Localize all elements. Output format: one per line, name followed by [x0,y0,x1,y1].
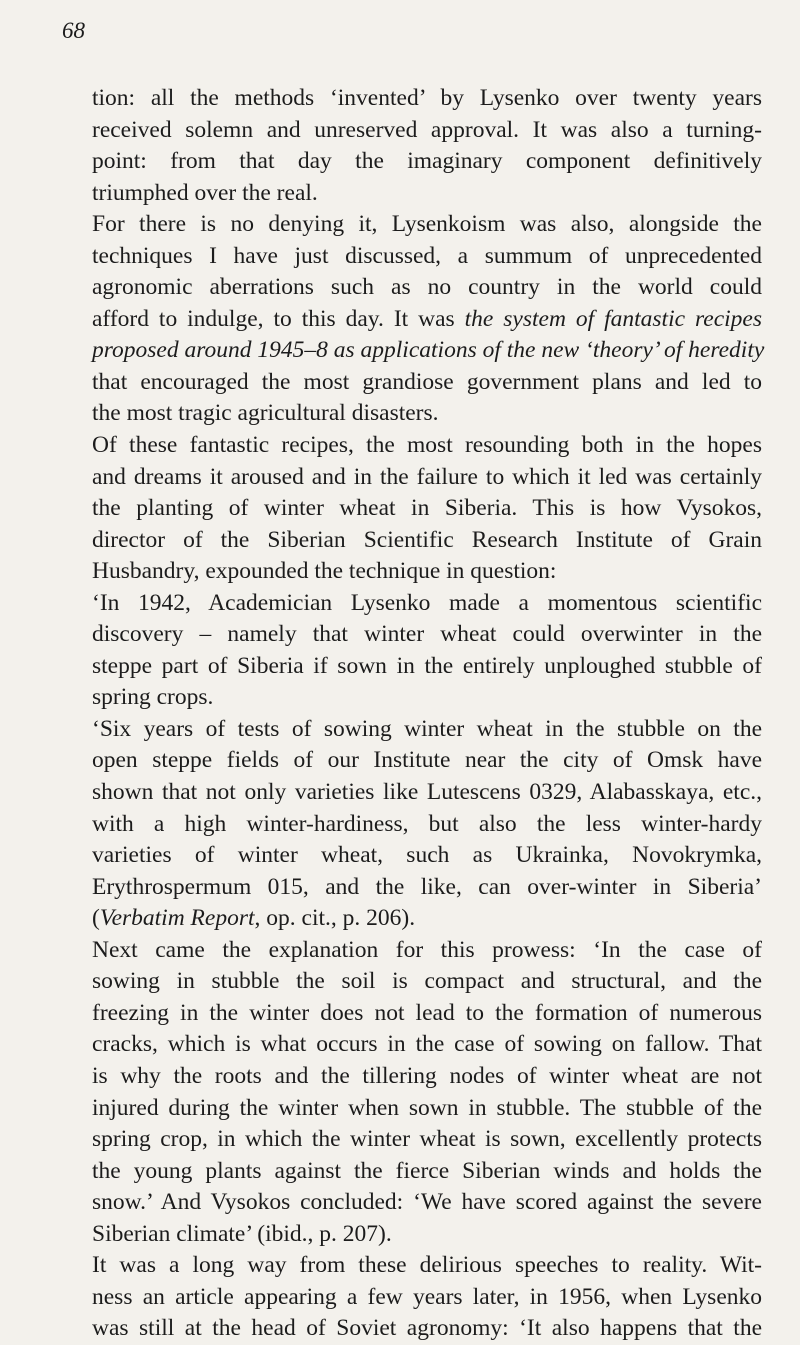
text-line: spring crops. [92,684,214,711]
page-number: 68 [62,18,85,43]
text-line: point: from that day the imaginary component definitively [92,148,762,175]
citation-title: Verbatim Report [99,905,255,932]
text-line: spring crop, in which the winter wheat is sown, excellently protects [92,1126,762,1153]
text-line: freezing in the winter does not lead to the formation of numerous [92,999,762,1026]
text-line: is why the roots and the tillering nodes of winter wheat are not [92,1062,762,1089]
text-line: techniques I have just discussed, a summum of unprecedented [92,242,762,269]
text-line: snow.’ And Vysokos concluded: ‘We have scored against the severe [92,1189,762,1216]
text-segment: afford to indulge, to this day. It was [92,305,465,332]
text-line: shown that not only varieties like Lutescens 0329, Alabasskaya, etc., [92,779,762,806]
text-line: ‘Six years of tests of sowing winter wheat in the stubble on the [92,715,762,742]
text-line: injured during the winter when sown in stubble. The stubble of the [92,1094,762,1121]
paragraph [92,714,762,935]
text-line: director of the Siberian Scientific Research Institute of Grain [92,526,762,553]
text-line: that encouraged the most grandiose government plans and led to [92,368,762,395]
body-text [92,83,765,1345]
text-line: cracks, which is what occurs in the case of sowing on fallow. That [92,1031,762,1058]
text-line: the young plants against the fierce Siberian winds and holds the [92,1157,762,1184]
citation-line [92,903,762,935]
citation-rest: , op. cit., p. 206). [254,905,416,932]
paragraph [92,935,762,1250]
text-line: It was a long way from these delirious speeches to reality. Wit- [92,1252,762,1279]
text-line: the planting of winter wheat in Siberia. This is how Vysokos, [92,495,762,522]
text-line: varieties of winter wheat, such as Ukrainka, Novokrymka, [92,842,762,869]
text-line: agronomic aberrations such as no country in the world could [92,274,762,301]
paragraph [92,588,762,714]
italic-phrase: the system of fantastic recipes [464,305,762,332]
text-line: Erythrospermum 015, and the like, can over-winter in Siberia’ [92,873,762,900]
text-line: ness an article appearing a few years later, in 1956, when Lysenko [92,1283,762,1310]
text-line: the most tragic agricultural disasters. [92,400,439,427]
text-line-italic: proposed around 1945–8 as applications of the new ‘theory’ of heredity [92,337,765,364]
paragraph [92,83,762,209]
text-line: Of these fantastic recipes, the most resounding both in the hopes [92,432,762,459]
text-line: Husbandry, expounded the technique in question: [92,558,557,585]
text-line: triumphed over the real. [92,179,318,206]
text-line: open steppe fields of our Institute near the city of Omsk have [92,747,762,774]
text-line: Siberian climate’ (ibid., p. 207). [92,1220,392,1247]
text-line: received solemn and unreserved approval. It was also a turning- [92,116,762,143]
text-line: For there is no denying it, Lysenkoism was also, alongside the [92,211,762,238]
text-line [92,304,762,336]
text-line: discovery – namely that winter wheat could overwinter in the [92,621,762,648]
text-line: tion: all the methods ‘invented’ by Lysenko over twenty years [92,85,762,111]
text-line: Next came the explanation for this prowess: ‘In the case of [92,936,762,963]
paragraph [92,209,765,430]
text-line: ‘In 1942, Academician Lysenko made a momentous scientific [92,589,762,616]
text-line: was still at the head of Soviet agronomy: ‘It also happens that the [92,1315,762,1342]
text-line: and dreams it aroused and in the failure to which it led was certainly [92,463,762,490]
text-line: sowing in stubble the soil is compact and structural, and the [92,968,762,995]
text-line: with a high winter-hardiness, but also the less winter-hardy [92,810,762,837]
paragraph [92,430,762,588]
text-line: steppe part of Siberia if sown in the entirely unploughed stubble of [92,652,762,679]
paragraph [92,1250,762,1345]
citation-open: ( [92,905,100,932]
